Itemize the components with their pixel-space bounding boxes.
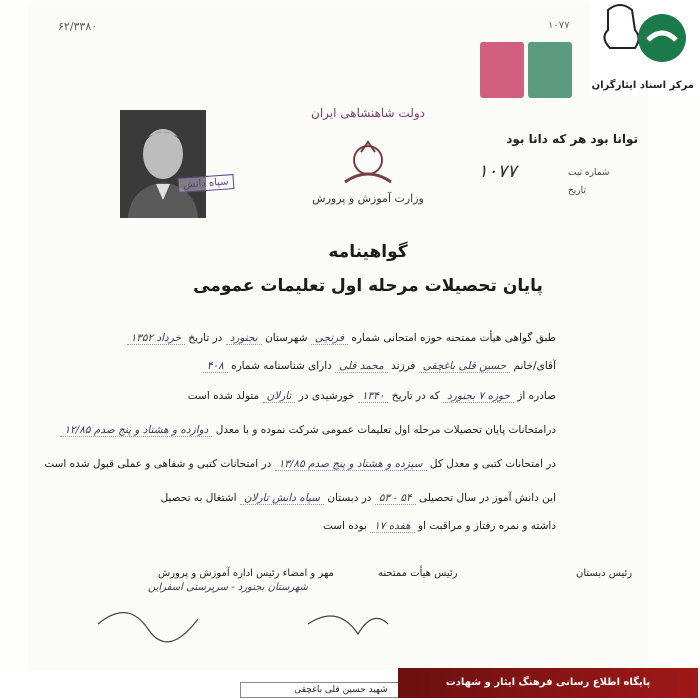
has-been-label: بوده است: [322, 520, 367, 532]
motto: توانا بود هر که دانا بود: [506, 132, 638, 146]
conduct-grade-value: هفده ۱۷: [370, 520, 414, 533]
issued-from-value: حوزه ۷ بجنورد: [443, 390, 514, 403]
conduct-grade-label: داشته و نمره رفتار و مراقبت او: [418, 520, 556, 532]
body-line-5: [44, 458, 556, 470]
education-city-stamp: شهرستان بجنورد - سرپرستی اسفراین: [148, 582, 308, 593]
certificate-paper: [28, 6, 648, 670]
ministry-line: وزارت آموزش و پرورش: [312, 192, 424, 205]
body-line-4: [60, 424, 556, 436]
registration-value: ۱۰۷۷: [478, 161, 517, 182]
student-name-label: آقای/خانم: [513, 360, 556, 372]
government-line: دولت شاهنشاهی ایران: [311, 106, 425, 120]
id-number-value: ۴۰۸: [203, 360, 228, 373]
body-line-7: [323, 520, 556, 532]
date-label: تاریخ: [568, 186, 586, 196]
total-average-label: در امتحانات کتبی و معدل کل: [429, 458, 556, 470]
site-banner: پایگاه اطلاع رسانی فرهنگ ایثار و شهادت: [398, 668, 698, 698]
issued-from-label: صادره از: [517, 390, 556, 402]
photo-stamp: سپاه دانش: [178, 174, 235, 193]
school-year-value: ۵۴ - ۵۳: [375, 492, 416, 505]
exam-district-label: طبق گواهی هیأت ممتحنه حوزه امتحانی شماره: [351, 332, 556, 344]
student-name-value: حسین قلی باغچقی: [419, 360, 510, 373]
passed-label: در امتحانات کتبی و شفاهی و عملی قبول شده است: [44, 458, 272, 470]
exam-average-value: دوازده و هشتاد و پنج صدم ۱۲/۸۵: [60, 424, 212, 437]
education-head-signature-label: مهر و امضاء رئیس اداره آموزش و پرورش: [158, 568, 334, 579]
school-year-label: این دانش آموز در سال تحصیلی: [418, 492, 556, 504]
father-name-value: محمد قلی: [335, 360, 388, 373]
body-line-3: [188, 390, 556, 402]
school-value: سپاه دانش تارلان: [240, 492, 324, 505]
body-line-6: [161, 492, 556, 504]
born-label: متولد شده است: [187, 390, 260, 402]
revenue-stamp-red: [480, 42, 524, 98]
corner-number: ۱۰۷۷: [548, 20, 570, 31]
studying-label: اشتغال به تحصیل: [160, 492, 237, 504]
certificate-title: گواهینامه: [328, 242, 408, 262]
exam-date-value: خرداد ۱۳۵۲: [127, 332, 185, 345]
registration-label: شماره ثبت: [568, 168, 610, 178]
photo-caption: شهید حسین قلی باغچقی: [240, 682, 442, 698]
certificate-subtitle: پایان تحصیلات مرحله اول تعلیمات عمومی: [193, 276, 543, 296]
committee-signature-label: رئیس هیأت ممتحنه: [378, 568, 458, 579]
birth-date-value: ۱۳۴۰: [358, 390, 389, 403]
birth-place-label: خورشیدی در: [298, 390, 355, 402]
serial-number: ۶۲/۳۳۸۰: [58, 20, 98, 33]
body-line-2: [203, 360, 556, 372]
birth-date-label: که در تاریخ: [391, 390, 440, 402]
logo-caption: مرکز اسناد ایثارگران: [591, 80, 694, 91]
exam-average-label: درامتحانات پایان تحصیلات مرحله اول تعلیمات عمومی شرکت نموده و با معدل: [215, 424, 556, 436]
city-value: بجنورد: [226, 332, 262, 345]
father-name-label: فرزند: [391, 360, 416, 372]
id-number-label: دارای شناسنامه شماره: [231, 360, 332, 372]
revenue-stamp-green: [528, 42, 572, 98]
exam-district-value: فرنجی: [311, 332, 348, 345]
birth-place-value: تارلان: [263, 390, 296, 403]
lion-and-sun-emblem-icon: [333, 138, 403, 194]
school-label: در دبستان: [327, 492, 372, 504]
signature-scribbles-icon: [88, 594, 508, 654]
exam-date-label: در تاریخ: [188, 332, 223, 344]
body-line-1: [127, 332, 556, 344]
total-average-value: سیزده و هشتاد و پنج صدم ۱۳/۸۵: [275, 458, 427, 471]
student-photo: [120, 110, 206, 218]
principal-signature-label: رئیس دبستان: [576, 568, 633, 579]
city-label: شهرستان: [265, 332, 308, 344]
